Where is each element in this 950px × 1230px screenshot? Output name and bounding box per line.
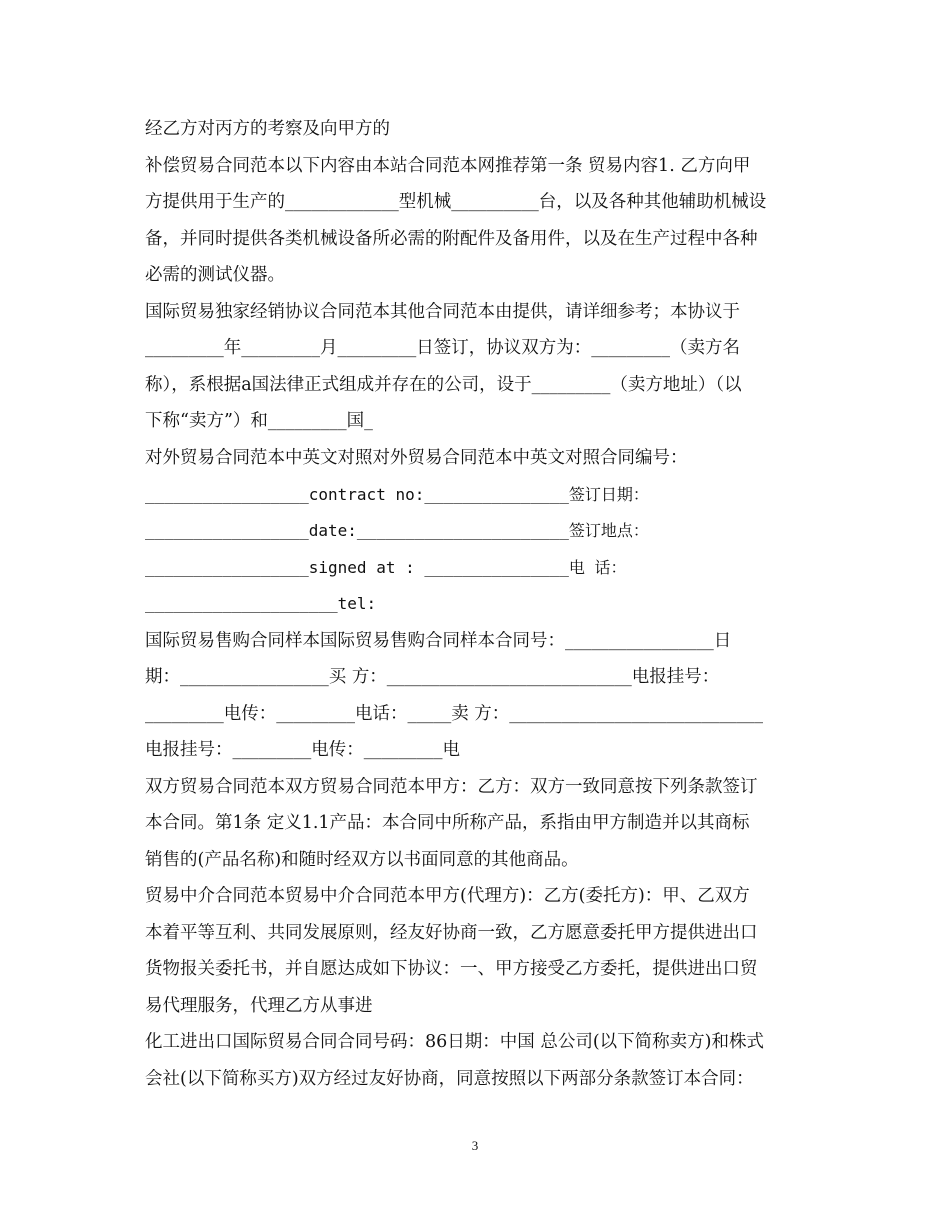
- form-field-line: _________________contract no:_______________签订日期：: [145, 485, 649, 504]
- paragraph-line: 国际贸易独家经销协议合同范本其他合同范本由提供，请详细参考；本协议于: [145, 302, 740, 322]
- paragraph-line: 国际贸易售购合同样本国际贸易售购合同样本合同号：_________________日: [145, 631, 732, 651]
- page-number: 3: [471, 1138, 479, 1153]
- paragraph-line: 销售的(产品名称)和随时经双方以书面同意的其他商品。: [145, 850, 579, 870]
- paragraph-line: 对外贸易合同范本中英文对照对外贸易合同范本中英文对照合同编号：: [145, 448, 688, 468]
- paragraph-line: 本合同。第1条 定义1.1产品：本合同中所称产品，系指由甲方制造并以其商标: [145, 813, 750, 833]
- form-field-line: ____________________tel:: [145, 594, 377, 613]
- paragraph-line: 易代理服务，代理乙方从事进: [145, 996, 373, 1016]
- paragraph-line: 补偿贸易合同范本以下内容由本站合同范本网推荐第一条 贸易内容1. 乙方向甲: [145, 156, 751, 176]
- paragraph-line: 货物报关委托书，并自愿达成如下协议：一、甲方接受乙方委托，提供进出口贸: [145, 959, 758, 979]
- paragraph-line: 期：_________________买 方：____________________________电报挂号：: [145, 667, 720, 687]
- paragraph-line: _________年_________月_________日签订，协议双方为：_________（卖方名: [145, 338, 740, 358]
- paragraph-line: 双方贸易合同范本双方贸易合同范本甲方：乙方：双方一致同意按下列条款签订: [145, 777, 758, 797]
- paragraph-line: 化工进出口国际贸易合同合同号码：86日期：中国 总公司(以下简称卖方)和株式: [145, 1032, 764, 1052]
- paragraph-line: 称），系根据a国法律正式组成并存在的公司，设于_________（卖方地址）（以: [145, 375, 742, 395]
- paragraph-line: 会社(以下简称买方)双方经过友好协商，同意按照以下两部分条款签订本合同：: [145, 1069, 754, 1089]
- form-field-line: _________________date:______________________签订地点：: [145, 521, 649, 540]
- paragraph-line: 下称“卖方”）和_________国_: [145, 411, 373, 431]
- paragraph-line: 方提供用于生产的_____________型机械__________台，以及各种其他辅助机械设: [145, 192, 767, 212]
- paragraph-line: 电报挂号：_________电传：_________电: [145, 740, 460, 760]
- paragraph-line: 贸易中介合同范本贸易中介合同范本甲方(代理方)：乙方(委托方)：甲、乙双方: [145, 886, 750, 906]
- form-field-line: _________________signed at : _______________电 话：: [145, 558, 627, 577]
- paragraph-line: 本着平等互利、共同发展原则，经友好协商一致，乙方愿意委托甲方提供进出口: [145, 923, 758, 943]
- paragraph-line: 必需的测试仪器。: [145, 265, 285, 285]
- paragraph-line: _________电传：_________电话：_____卖 方：_____________________________: [145, 704, 764, 724]
- paragraph-line: 备，并同时提供各类机械设备所必需的附配件及备用件，以及在生产过程中各种: [145, 229, 758, 249]
- paragraph-line: 经乙方对丙方的考察及向甲方的: [145, 119, 390, 139]
